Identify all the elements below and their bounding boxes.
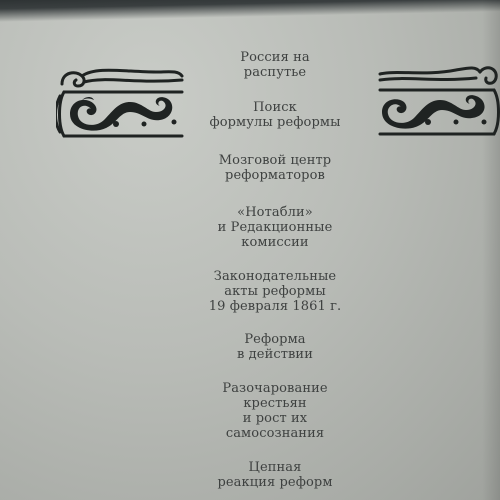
- toc-entry-reform-formula: Поиск формулы реформы: [209, 100, 341, 130]
- toc-entry-legislative-acts: Законодательные акты реформы 19 февраля 1861 г.: [208, 269, 342, 314]
- toc-entry-think-tank: Мозговой центр реформаторов: [218, 153, 332, 183]
- page-edge: [0, 0, 500, 22]
- right-ornament-icon: [376, 60, 500, 140]
- toc-entry-peasant-disappointment: Разочарование крестьян и рост их самосознания: [222, 381, 328, 441]
- toc-entry-russia-at-crossroads: Россия на распутье: [240, 50, 310, 80]
- left-ornament-icon: [56, 62, 186, 142]
- toc-entry-reform-in-action: Реформа в действии: [237, 332, 313, 362]
- toc-entry-notables: «Нотабли» и Редакционные комиссии: [217, 205, 333, 250]
- toc-entry-chain-reaction: Цепная реакция реформ: [217, 460, 333, 490]
